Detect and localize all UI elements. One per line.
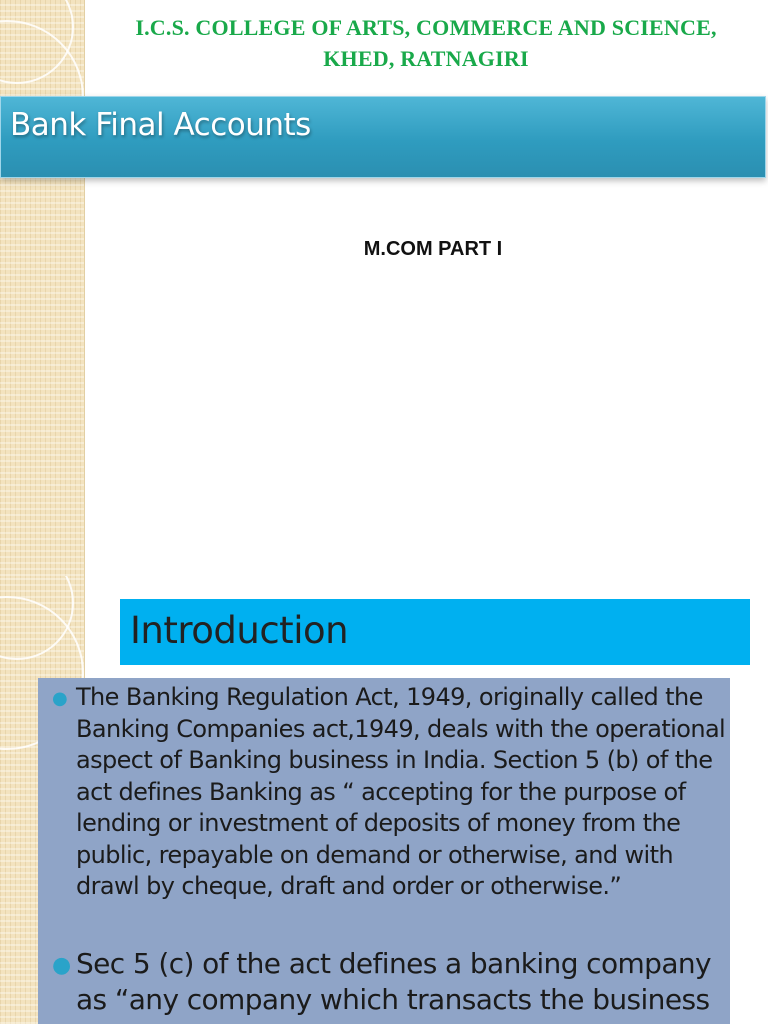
introduction-slide [0,576,768,1024]
title-banner [0,96,766,178]
bullet-item [52,946,732,1018]
bullet-text: The Banking Regulation Act, 1949, originally called the Banking Companies act,1949, deals with the operational aspect of Banking business in India. Section 5 (b) of the act defines Banking as “ accepting for the purpose of lending or investment of deposits of money from the public, repayable on demand or otherwise, and with drawl by cheque, draft and order or otherwise.” [76,683,726,900]
slide-title: Bank Final Accounts [10,107,311,143]
content-box [38,678,730,1024]
college-name-line2: KHED, RATNAGIRI [323,46,529,71]
bullet-dot-icon: ● [52,953,71,978]
heading-banner [120,599,750,665]
bullet-text: Sec 5 (c) of the act defines a banking company as “any company which transacts the business [76,947,712,1016]
college-name-line1: I.C.S. COLLEGE OF ARTS, COMMERCE AND SCIENCE, [135,15,717,40]
bullet-dot-icon: ● [52,688,68,709]
decorative-side-strip [0,0,85,576]
slide-heading: Introduction [130,609,349,652]
slide-subtitle: M.COM PART I [363,238,503,260]
college-name [84,12,768,74]
bullet-item [52,682,732,903]
